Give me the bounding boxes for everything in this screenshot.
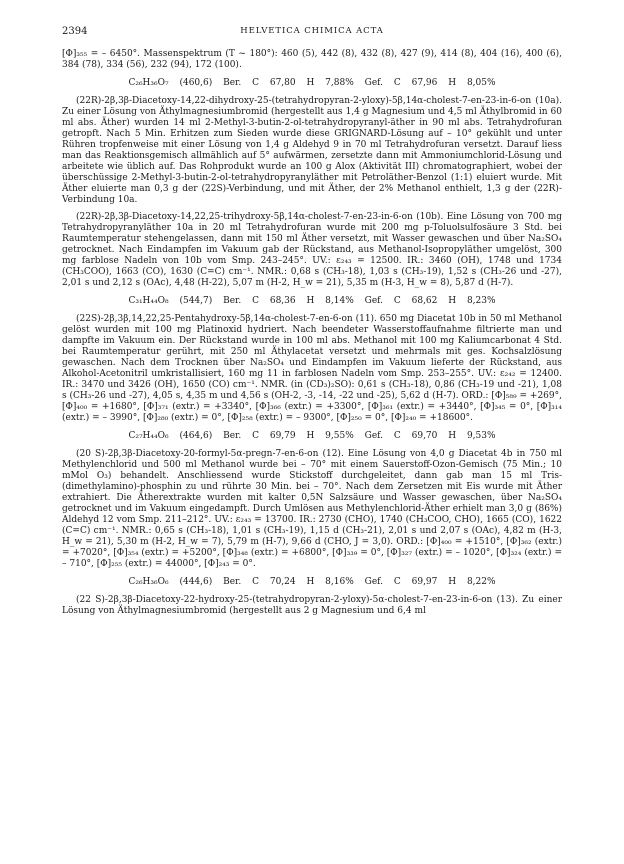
paragraph-compound-10b: (22R)-2β,3β-Diacetoxy-14,22,25-trihydroxy-5β,14α-cholest-7-en-23-in-6-on (10b). Eine Lösung von 700 mg Tetrahydropyranyläther 10a in 20 ml Tetrahydrofuran wurde mit 200 mg p-Toluolsulfosäure 3 Std. bei Raumtemperatur stehengelassen, dann mit 150 ml Äther versetzt, mit Wasser gewaschen und über Na₂SO₄ getrocknet. Nach Eindampfen im Vakuum gab der Rückstand, aus Methanol-Isopropyläther umgelöst, 300 mg farblose Nadeln von 10b vom Smp. 243–245°. UV.: ε₂₄₃ = 12500. IR.: 3460 (OH), 1748 und 1734 (CH₃COO), 1663 (CO), 1630 (C=C) cm⁻¹. NMR.: 0,68 s (CH₃-18), 1,03 s (CH₃-19), 1,52 s (CH₃-26 und -27), 2,01 s und 2,12 s (OAc), 4,48 (H-22), 5,07 m (H-2, H_w = 21), 5,35 m (H-3, H_w = 8), 5,87 d (H-7). bbox=[62, 212, 562, 288]
elemental-analysis-4: C₂₆H₃₆O₆ (444,6) Ber. C 70,24 H 8,16% Gef. C 69,97 H 8,22% bbox=[128, 577, 496, 587]
journal-title: HELVETICA CHIMICA ACTA bbox=[240, 26, 384, 36]
paragraph-compound-13: (22 S)-2β,3β-Diacetoxy-22-hydroxy-25-(tetrahydropyran-2-yloxy)-5α-cholest-7-en-23-in-6-on (13). Zu einer Lösung von Äthylmagnesiumbromid (hergestellt aus 2 g Magnesium und 6,4 ml bbox=[62, 595, 562, 616]
elemental-analysis-2: C₃₁H₄₄O₈ (544,7) Ber. C 68,36 H 8,14% Gef. C 68,62 H 8,23% bbox=[128, 296, 496, 306]
article-body bbox=[62, 49, 562, 617]
page-number: 2394 bbox=[62, 26, 88, 37]
paragraph-compound-10a: (22R)-2β,3β-Diacetoxy-14,22-dihydroxy-25-(tetrahydropyran-2-yloxy)-5β,14α-cholest-7-en-23-in-6-on (10a). Zu einer Lösung von Äthylmagnesiumbromid (hergestellt aus 1,4 g Magnesium und 4,5 ml Äthylbromid in 60 ml abs. Äther) wurden 14 ml 2-Methyl-3-butin-2-ol-tetrahydropyranyl-äther in 90 ml abs. Tetrahydrofuran getropft. Nach 5 Min. Erhitzen zum Sieden wurde diese GRIGNARD-Lösung auf – 10° gekühlt und unter Rühren tropfenweise mit einer Lösung von 1,4 g Aldehyd 9 in 70 ml Tetrahydrofuran versetzt. Darauf liess man das Reaktionsgemisch allmählich auf 5° aufwärmen, zersetzte dann mit Ammoniumchlorid-Lösung und arbeitete wie üblich auf. Das Rohprodukt wurde an 100 g Alox (Aktivität III) chromatographiert, wobei der überschüssige 2-Methyl-3-butin-2-ol-tetrahydropyranyläther mit Petroläther-Benzol (1:1) eluiert wurde. Mit Äther eluierte man 0,3 g der (22S)-Verbindung, und mit Äther, der 2% Methanol enthielt, 1,3 g der (22R)-Verbindung 10a. bbox=[62, 96, 562, 205]
elemental-analysis-3: C₂₇H₄₄O₆ (464,6) Ber. C 69,79 H 9,55% Gef. C 69,70 H 9,53% bbox=[128, 431, 496, 441]
paragraph-ord-continuation: [Φ]₃₅₅ = – 6450°. Massenspektrum (T ~ 180°): 460 (5), 442 (8), 432 (8), 427 (9), 414 (8), 404 (16), 400 (6), 384 (78), 334 (56), 232 (94), 172 (100). bbox=[62, 49, 562, 70]
paragraph-compound-11: (22S)-2β,3β,14,22,25-Pentahydroxy-5β,14α-cholest-7-en-6-on (11). 650 mg Diacetat 10b in 50 ml Methanol gelöst wurden mit 100 mg Platinoxid hydriert. Nach beendeter Wasserstoffaufnahme filtrierte man und dampfte im Vakuum ein. Der Rückstand wurde in 100 ml abs. Methanol mit 100 mg Kaliumcarbonat 4 Std. bei Raumtemperatur gerührt, mit 250 ml Äthylacetat versetzt und mehrmals mit ges. Kochsalzlösung gewaschen. Nach dem Trocknen über Na₂SO₄ und Eindampfen im Vakuum lieferte der Rückstand, aus Alkohol-Acetonitril umkristallisiert, 160 mg 11 in farblosen Nadeln vom Smp. 253–255°. UV.: ε₂₄₂ = 12400. IR.: 3470 und 3426 (OH), 1650 (CO) cm⁻¹. NMR. (in (CD₃)₂SO): 0,61 s (CH₃-18), 0,86 (CH₃-19 und -21), 1,08 s (CH₃-26 und -27), 4,05 s, 4,35 m und 4,56 s (OH-2, -3, -14, -22 und -25), 5,62 d (H-7). ORD.: [Φ]₅₈₉ = +269°, [Φ]₄₀₀ = +1680°, [Φ]₃₇₁ (extr.) = +3340°, [Φ]₃₆₆ (extr.) = +3300°, [Φ]₃₆₁ (extr.) = +3440°, [Φ]₃₄₅ = 0°, [Φ]₃₁₄ (extr.) = – 3990°, [Φ]₂₈₀ (extr.) = 0°, [Φ]₂₅₈ (extr.) = – 9300°, [Φ]₂₅₀ = 0°, [Φ]₂₄₀ = +18600°. bbox=[62, 314, 562, 423]
elemental-analysis-1: C₂₆H₃₆O₇ (460,6) Ber. C 67,80 H 7,88% Gef. C 67,96 H 8,05% bbox=[128, 78, 496, 88]
running-header bbox=[62, 26, 562, 40]
paragraph-compound-12: (20 S)-2β,3β-Diacetoxy-20-formyl-5α-pregn-7-en-6-on (12). Eine Lösung von 4,0 g Diacetat 4b in 750 ml Methylenchlorid und 500 ml Methanol wurde bei – 70° mit einem Sauerstoff-Ozon-Gemisch (75 Min.; 10 mMol O₃) behandelt. Anschliessend wurde Stickstoff durchgeleitet, dann gab man 15 ml Tris-(dimethylamino)-phosphin zu und rührte 30 Min. bei – 70°. Nach dem Zersetzen mit Eis wurde mit Äther extrahiert. Die Ätherextrakte wurden mit kalter 0,5N Salzsäure und Wasser gewaschen, über Na₂SO₄ getrocknet und im Vakuum eingedampft. Durch Umlösen aus Methylenchlorid-Äther erhielt man 3,0 g (86%) Aldehyd 12 vom Smp. 211–212°. UV.: ε₂₄₃ = 13700. IR.: 2730 (CHO), 1740 (CH₃COO, CHO), 1665 (CO), 1622 (C=C) cm⁻¹. NMR.: 0,65 s (CH₃-18), 1,01 s (CH₃-19), 1,15 d (CH₃-21), 2,01 s und 2,07 s (OAc), 4,82 m (H-3, H_w = 21), 5,30 m (H-2, H_w = 7), 5,79 m (H-7), 9,66 d (CHO, J = 3,0). ORD.: [Φ]₄₀₀ = +1510°, [Φ]₃₆₂ (extr.) = +7020°, [Φ]₃₅₄ (extr.) = +5200°, [Φ]₃₄₈ (extr.) = +6800°, [Φ]₃₃₉ = 0°, [Φ]₃₂₇ (extr.) = – 1020°, [Φ]₃₂₄ (extr.) = – 710°, [Φ]₂₅₅ (extr.) = 44000°, [Φ]₂₄₃ = 0°. bbox=[62, 449, 562, 569]
